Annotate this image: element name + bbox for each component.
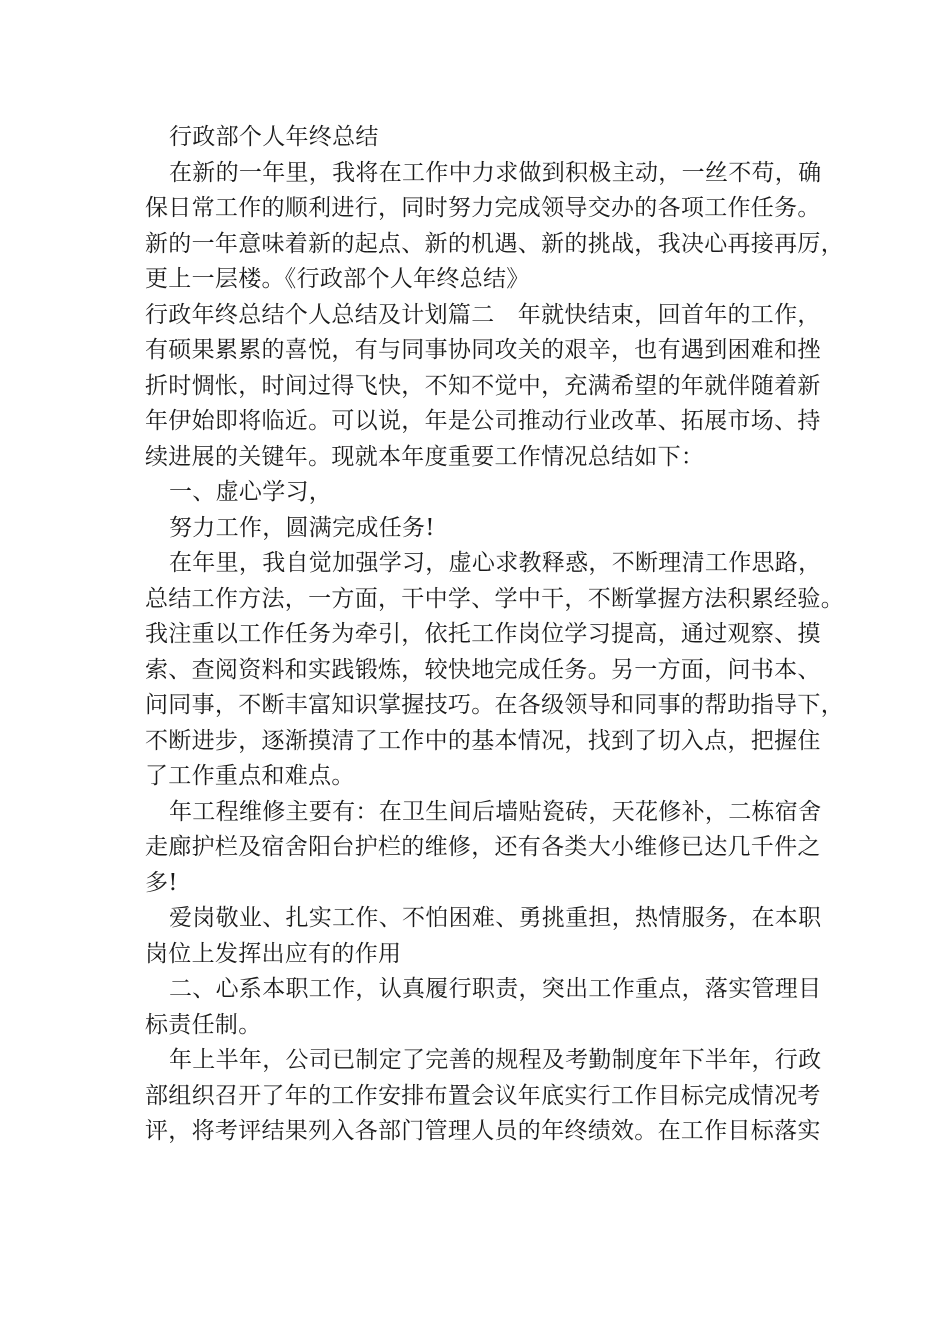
text-line: 多!	[145, 869, 178, 896]
text-line: 折时惆怅，时间过得飞快，不知不觉中，充满希望的年就伴随着新	[145, 372, 821, 399]
text-line: 保日常工作的顺利进行，同时努力完成领导交办的各项工作任务。	[145, 195, 821, 221]
text-line: 了工作重点和难点。	[145, 763, 355, 789]
text-line: 努力工作，圆满完成任务!	[169, 514, 435, 541]
text-line: 走廊护栏及宿舍阳台护栏的维修，还有各类大小维修已达几千件之	[145, 834, 821, 860]
text-line: 行政年终总结个人总结及计划篇二 年就快结束，回首年的工作，	[145, 301, 821, 328]
text-line: 问同事，不断丰富知识掌握技巧。在各级领导和同事的帮助指导下，	[145, 692, 844, 718]
document-title: 行政部个人年终总结	[169, 124, 379, 150]
text-line: 更上一层楼。《行政部个人年终总结》	[145, 266, 530, 292]
text-line: 岗位上发挥出应有的作用	[145, 940, 402, 967]
text-line: 年上半年，公司已制定了完善的规程及考勤制度年下半年，行政	[169, 1047, 822, 1073]
text-line: 不断进步，逐渐摸清了工作中的基本情况，找到了切入点，把握住	[145, 727, 821, 754]
text-line: 一、虚心学习，	[169, 479, 333, 505]
text-line: 年工程维修主要有：在卫生间后墙贴瓷砖，天花修补，二栋宿舍	[169, 798, 822, 825]
text-line: 评，将考评结果列入各部门管理人员的年终绩效。在工作目标落实	[145, 1118, 821, 1144]
text-line: 年伊始即将临近。可以说，年是公司推动行业改革、拓展市场、持	[145, 408, 821, 434]
text-line: 标责任制。	[145, 1011, 262, 1038]
text-line: 部组织召开了年的工作安排布置会议年底实行工作目标完成情况考	[145, 1082, 821, 1109]
text-line: 在年里，我自觉加强学习，虚心求教释惑，不断理清工作思路，	[169, 550, 822, 576]
text-line: 二、心系本职工作，认真履行职责，突出工作重点，落实管理目	[169, 976, 822, 1002]
text-line: 新的一年意味着新的起点、新的机遇、新的挑战，我决心再接再厉，	[145, 230, 844, 257]
text-line: 我注重以工作任务为牵引，依托工作岗位学习提高，通过观察、摸	[145, 621, 821, 647]
text-line: 有硕果累累的喜悦，有与同事协同攻关的艰辛，也有遇到困难和挫	[145, 337, 821, 363]
document-body	[145, 120, 844, 1150]
text-line: 总结工作方法，一方面，干中学、学中干，不断掌握方法积累经验。	[145, 585, 844, 612]
text-line: 在新的一年里，我将在工作中力求做到积极主动，一丝不苟，确	[169, 159, 822, 186]
text-line: 爱岗敬业、扎实工作、不怕困难、勇挑重担，热情服务，在本职	[169, 905, 822, 931]
text-line: 索、查阅资料和实践锻炼，较快地完成任务。另一方面，问书本、	[145, 656, 821, 683]
text-line: 续进展的关键年。现就本年度重要工作情况总结如下：	[145, 443, 705, 470]
